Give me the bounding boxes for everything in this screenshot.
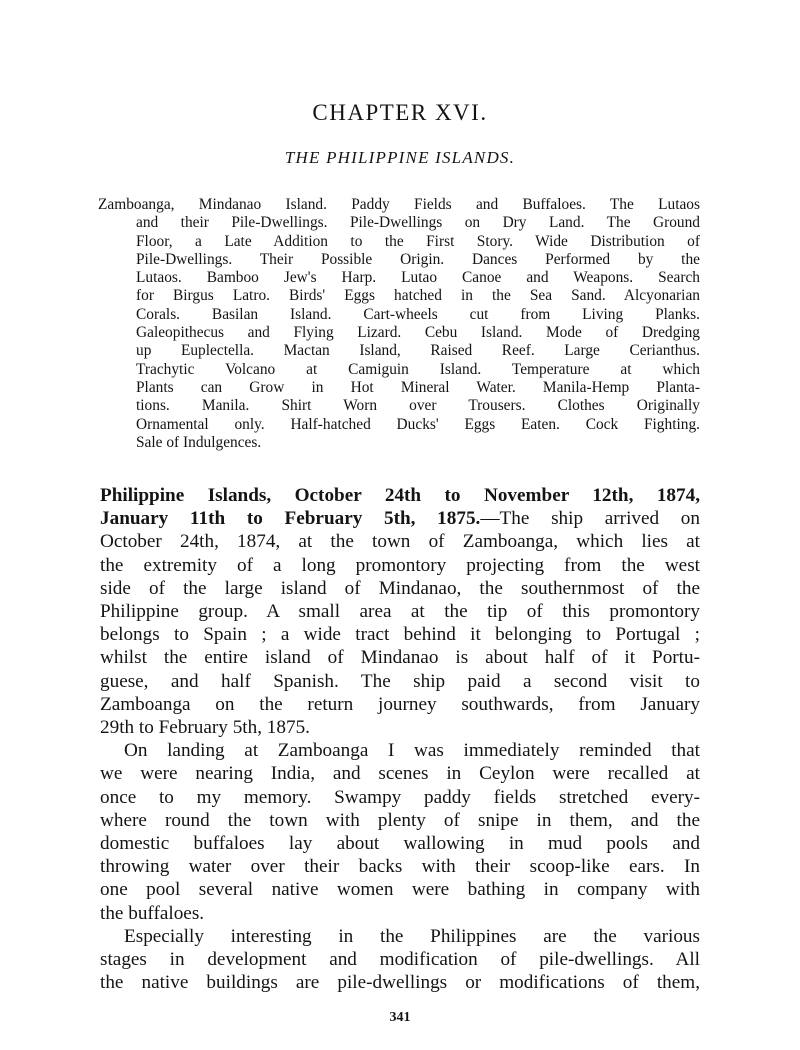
body-line: domestic buffaloes lay about wallowing in mud pools and	[100, 833, 700, 855]
body-line: we were nearing India, and scenes in Ceylon were recalled at	[100, 763, 700, 785]
chapter-synopsis	[100, 196, 700, 452]
synopsis-line: and their Pile-Dwellings. Pile-Dwellings on Dry Land. The Ground	[136, 214, 700, 232]
synopsis-line: Plants can Grow in Hot Mineral Water. Manila-Hemp Planta-	[136, 378, 700, 396]
body-line: the extremity of a long promontory projecting from the west	[100, 554, 700, 576]
body-line: Zamboanga on the return journey southwards, from January	[100, 693, 700, 715]
synopsis-line: Ornamental only. Half-hatched Ducks' Eggs Eaten. Cock Fighting.	[136, 415, 700, 433]
body-line: October 24th, 1874, at the town of Zamboanga, which lies at	[100, 531, 700, 553]
body-text	[100, 484, 700, 994]
body-line: the native buildings are pile-dwellings or modifications of them,	[100, 972, 700, 994]
section-heading-dates: January 11th to February 5th, 1875.	[100, 508, 481, 530]
chapter-number: CHAPTER XVI.	[312, 100, 488, 125]
body-line: 29th to February 5th, 1875.	[100, 717, 310, 739]
synopsis-line: Trachytic Volcano at Camiguin Island. Temperature at which	[136, 360, 700, 378]
page-number: 341	[389, 1010, 411, 1025]
body-line: once to my memory. Swampy paddy fields stretched every-	[100, 786, 700, 808]
body-line: stages in development and modification of pile-dwellings. All	[100, 949, 700, 971]
body-line: one pool several native women were bathing in company with	[100, 879, 700, 901]
chapter-title: THE PHILIPPINE ISLANDS.	[284, 148, 516, 167]
synopsis-line: up Euplectella. Mactan Island, Raised Reef. Large Cerianthus.	[136, 342, 700, 360]
synopsis-line: Pile-Dwellings. Their Possible Origin. Dances Performed by the	[136, 250, 700, 268]
synopsis-line: Lutaos. Bamboo Jew's Harp. Lutao Canoe and Weapons. Search	[136, 269, 700, 287]
synopsis-line: tions. Manila. Shirt Worn over Trousers. Clothes Originally	[136, 397, 700, 415]
body-line: guese, and half Spanish. The ship paid a second visit to	[100, 670, 700, 692]
synopsis-line: Corals. Basilan Island. Cart-wheels cut from Living Planks.	[136, 305, 700, 323]
body-line: Philippine group. A small area at the tip of this promontory	[100, 601, 700, 623]
synopsis-line: for Birgus Latro. Birds' Eggs hatched in the Sea Sand. Alcyonarian	[136, 287, 700, 305]
body-line-text: —The ship arrived on	[480, 508, 700, 530]
body-line: whilst the entire island of Mindanao is about half of it Portu-	[100, 647, 700, 669]
synopsis-line: Floor, a Late Addition to the First Story. Wide Distribution of	[136, 232, 700, 250]
synopsis-line: Zamboanga, Mindanao Island. Paddy Fields and Buffaloes. The Lutaos	[98, 196, 700, 213]
body-line: Especially interesting in the Philippines are the various	[124, 925, 700, 947]
body-line	[100, 507, 700, 530]
section-heading: Philippine Islands, October 24th to November 12th, 1874,	[100, 485, 700, 506]
synopsis-line: Sale of Indulgences.	[136, 433, 262, 451]
body-line: where round the town with plenty of snipe in them, and the	[100, 809, 700, 831]
synopsis-line: Galeopithecus and Flying Lizard. Cebu Island. Mode of Dredging	[136, 324, 700, 342]
body-line: throwing water over their backs with their scoop-like ears. In	[100, 856, 700, 878]
body-line: belongs to Spain ; a wide tract behind it belonging to Portugal ;	[100, 624, 700, 646]
body-line: the buffaloes.	[100, 902, 205, 924]
body-line: side of the large island of Mindanao, the southernmost of the	[100, 577, 700, 599]
body-line: On landing at Zamboanga I was immediately reminded that	[124, 740, 700, 762]
